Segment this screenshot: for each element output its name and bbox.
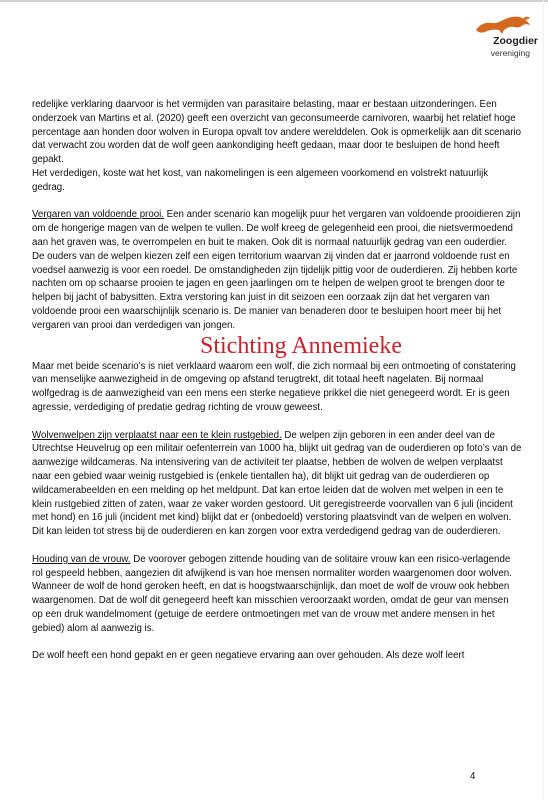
section-heading: Houding van de vrouw. bbox=[32, 553, 131, 565]
section-heading: Wolvenwelpen zijn verplaatst naar een te klein rustgebied. bbox=[32, 429, 282, 441]
paragraph: De ouders van de welpen kiezen zelf een eigen territorium waarvan zij vinden dat er jaarrond voldoende rust en voedsel aanwezig is voor een roedel. De omstandigheden zijn tijdelijk pittig voor de ouderdieren. Zij hebben korte nachten om op schaarse prooien te jagen en geen jaarlingen om te helpen de welpen groot te brengen door te helpen bij jacht of babysitten. Extra verstoring kan juist in dit seizoen een oorzaak zijn dat het vergaren van voldoende prooi een waarschijnlijk scenario is. De manier van benaderen door te besluipen hoort meer bij het vergaren van prooi dan verdedigen van jongen. bbox=[32, 250, 518, 331]
section-verplaatst bbox=[32, 429, 522, 539]
otter-logo-icon bbox=[474, 10, 532, 36]
paragraph: Maar met beide scenario’s is niet verklaard waarom een wolf, die zich normaal bij een ontmoeting of constatering van menselijke aanwezigheid in de omgeving op afstand terugtrekt, dit totaal heeft nagelaten. Bij normaal wolfgedrag is de aanwezigheid van een mens een sterke negatieve prikkel die niet genegeerd wordt. Er is geen agressie, verdediging of predatie gedrag richting de vrouw geweest. bbox=[32, 360, 516, 413]
logo-subtitle: vereniging bbox=[490, 48, 530, 58]
page-edge bbox=[543, 0, 544, 800]
page-top-edge bbox=[0, 0, 548, 2]
paragraph: De wolf heeft een hond gepakt en er geen negatieve ervaring aan over gehouden. Als deze wolf leert bbox=[32, 650, 465, 662]
section-houding bbox=[32, 553, 522, 636]
paragraph: redelijke verklaring daarvoor is het vermijden van parasitaire belasting, maar er bestaan uitzonderingen. Een onderzoek van Martins et al. (2020) geeft een overzicht van geconsumeerde carnivoren, waarbij het relatief hoge percentage aan honden door wolven in Europa opvalt tov andere werelddelen. Ook is opmerkelijk aan dit scenario dat verwacht zou worden dat de wolf geen aankondiging heeft gedaan, maar door te besluipen de hond heeft gepakt. bbox=[32, 99, 521, 166]
document-body bbox=[32, 98, 522, 663]
section-text: De voorover gebogen zittende houding van de solitaire vrouw kan een risico-verlagende rol gespeeld hebben, aangezien dit afwijkend is van hoe mensen normaliter worden waargenomen door wolven. Wanneer de wolf de hond geroken heeft, en dat is hoogstwaarschijnlijk, dan moet de wolf de vrouw ook hebben waargenomen. Dat de wolf dit genegeerd heeft kan misschien veroorzaakt worden, omdat de geur van mensen op een druk wandelmoment (getuige de eerdere ontmoetingen met van de vrouw met andere mensen in het gebied) alom al aanwezig is. bbox=[32, 553, 512, 634]
page-number: 4 bbox=[470, 771, 476, 782]
logo-title: Zoogdier bbox=[493, 35, 538, 47]
section-vergaren bbox=[32, 208, 522, 249]
section-text: De welpen zijn geboren in een ander deel van de Utrechtse Heuvelrug op een militair oefenterrein van 1000 ha, blijkt uit gedrag van de ouderdieren op foto’s van de aanwezige wildcameras. Na intensivering van de activiteit ter plaatse, hebben de wolven de welpen verplaatst naar een gebied waar weinig rustgebied is (enkele tientallen ha), dit blijkt uit gedrag van de ouderdieren op wildcamerabeelden en een melding op het meldpunt. Dat kan ertoe leiden dat de wolven met welpen in een te klein rustgebied zitten of zaten, waar ze vaker worden gestoord. Uit geregistreerde voorvallen van 6 juli (incident met hond) en 16 juli (incident met kind) blijkt dat er (onbedoeld) verstoring plaatsvindt van de welpen en wolven. Dit kan leiden tot stress bij de ouderdieren en kan zorgen voor extra verdedigend gedrag van de ouderdieren. bbox=[32, 429, 522, 538]
section-heading: Vergaren van voldoende prooi. bbox=[32, 209, 164, 221]
paragraph: Het verdedigen, koste wat het kost, van nakomelingen is een algemeen voorkomend en volstrekt natuurlijk gedrag. bbox=[32, 167, 489, 193]
watermark-stamp: Stichting Annemieke bbox=[200, 332, 402, 359]
zoogdiervereniging-logo bbox=[462, 10, 538, 62]
section-text: Een ander scenario kan mogelijk puur het vergaren van voldoende prooidieren zijn om de hongerige magen van de welpen te vullen. De wolf kreeg de gelegenheid een prooi, die nietsvermoedend aan het graven was, te overrompelen en buit te maken. Ook dit is normaal natuurlijk gedrag van een ouderdier. bbox=[32, 209, 521, 248]
